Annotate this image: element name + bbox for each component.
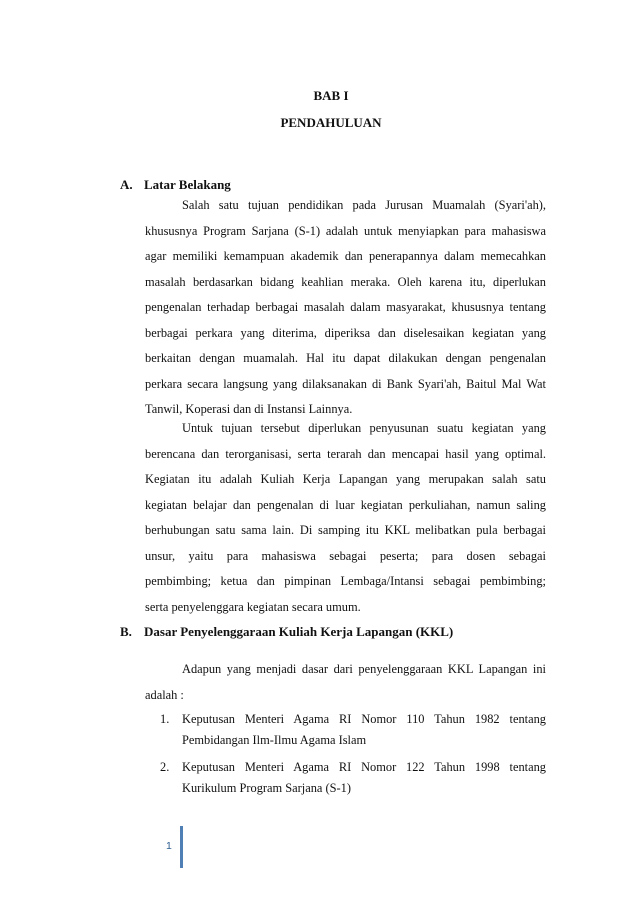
- list-item: [160, 709, 546, 750]
- section-b-heading: [120, 624, 453, 640]
- text-line: pengenalan terhadap berbagai masalah dalam masyarakat, khususnya tentang: [145, 300, 546, 314]
- text-line: kegiatan belajar dan pengenalan di luar kegiatan perkuliahan, namun saling: [145, 497, 546, 512]
- list-line: Keputusan Menteri Agama RI Nomor 110 Tahun 1982 tentang: [182, 712, 546, 726]
- text-line: pembimbing; ketua dan pimpinan Lembaga/Intansi sebagai pembimbing;: [145, 574, 546, 588]
- text-line: unsur, yaitu para mahasiswa sebagai peserta; para dosen sebagai: [145, 548, 546, 563]
- text-line: berhubungan satu sama lain. Di samping itu KKL melibatkan pula berbagai: [145, 523, 546, 537]
- text-line: masalah berdasarkan bidang keahlian meraka. Oleh karena itu, diperlukan: [145, 274, 546, 289]
- list-item: [160, 757, 546, 798]
- footer-divider: [180, 826, 183, 868]
- text-line: agar memiliki kemampuan akademik dan penerapannya dalam memecahkan: [145, 249, 546, 263]
- text-line: berkaitan dengan muamalah. Hal itu dapat dilakukan dengan pengenalan: [145, 351, 546, 365]
- text-line: perkara secara langsung yang dilaksanakan di Bank Syari'ah, Baitul Mal Wat: [145, 376, 546, 391]
- section-b-title: Dasar Penyelenggaraan Kuliah Kerja Lapangan (KKL): [144, 624, 454, 639]
- text-line: Untuk tujuan tersebut diperlukan penyusunan suatu kegiatan yang: [182, 421, 546, 435]
- chapter-subtitle: PENDAHULUAN: [280, 115, 382, 130]
- chapter-title: BAB I: [313, 88, 349, 103]
- text-line: Tanwil, Koperasi dan di Instansi Lainnya.: [145, 402, 353, 416]
- list-number: 2.: [160, 760, 170, 774]
- text-line: Adapun yang menjadi dasar dari penyelenggaraan KKL Lapangan ini: [182, 662, 546, 676]
- list-number: 1.: [160, 712, 170, 726]
- text-line: serta penyelenggara kegiatan secara umum.: [145, 599, 361, 614]
- section-a-heading: [120, 177, 231, 193]
- text-line: Salah satu tujuan pendidikan pada Jurusan Muamalah (Syari'ah),: [182, 198, 546, 212]
- page-number: 1: [166, 840, 172, 852]
- list-line: Pembidangan Ilm-Ilmu Agama Islam: [182, 732, 367, 747]
- section-a-title: Latar Belakang: [144, 177, 231, 192]
- section-a-paragraph-2: [145, 416, 546, 620]
- text-line: Kegiatan itu adalah Kuliah Kerja Lapangan yang merupakan salah satu: [145, 472, 546, 486]
- list-line: Keputusan Menteri Agama RI Nomor 122 Tahun 1998 tentang: [182, 760, 546, 774]
- section-a-paragraph-1: [145, 193, 546, 397]
- text-line: berbagai perkara yang diterima, diperiksa dan diselesaikan kegiatan yang: [145, 325, 546, 340]
- section-b-label: B.: [120, 624, 132, 639]
- text-line: berencana dan terorganisasi, serta terarah dan mencapai hasil yang optimal.: [145, 446, 546, 461]
- section-a-label: A.: [120, 177, 133, 192]
- text-line: adalah :: [145, 687, 184, 702]
- section-b-paragraph: [145, 657, 546, 708]
- text-line: khususnya Program Sarjana (S-1) adalah untuk menyiapkan para mahasiswa: [145, 223, 546, 238]
- list-line: Kurikulum Program Sarjana (S-1): [182, 780, 351, 795]
